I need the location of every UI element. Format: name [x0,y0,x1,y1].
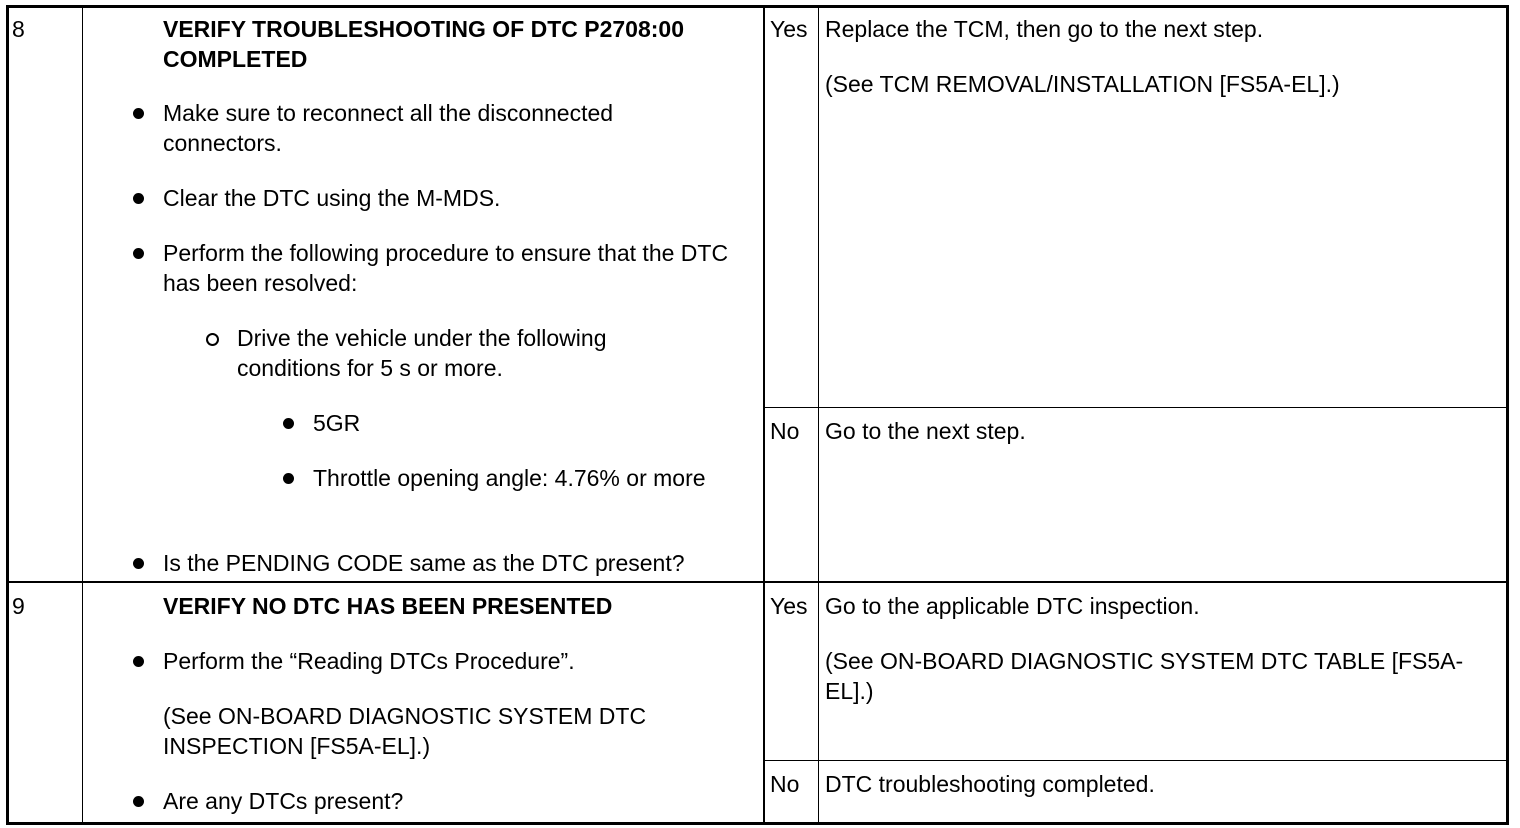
yes-reference: (See ON-BOARD DIAGNOSTIC SYSTEM DTC TABLE [FS5A-EL].) [825,648,1464,704]
step-question: Are any DTCs present? [163,788,404,814]
step-question: Is the PENDING CODE same as the DTC present? [163,550,685,576]
no-label: No [770,418,800,444]
step-column-divider [82,5,83,822]
step-subsubitem: 5GR [313,410,361,436]
yes-reference: (See TCM REMOVAL/INSTALLATION [FS5A-EL].) [825,71,1340,97]
hollow-bullet-icon [206,333,219,346]
step-item: Make sure to reconnect all the disconnected connectors. [163,100,614,156]
step-subitem: Drive the vehicle under the following conditions for 5 s or more. [237,325,607,381]
no-action: DTC troubleshooting completed. [825,771,1155,797]
no-label: No [770,771,800,797]
step-item: Perform the following procedure to ensure that the DTC has been resolved: [163,240,729,296]
step-number: 9 [12,593,25,619]
step-heading: VERIFY NO DTC HAS BEEN PRESENTED [163,593,613,619]
yes-action: Replace the TCM, then go to the next step. [825,16,1264,42]
bullet-icon [133,108,144,119]
bullet-icon [133,558,144,569]
bullet-icon [133,796,144,807]
bullet-icon [283,473,294,484]
yes-action: Go to the applicable DTC inspection. [825,593,1200,619]
no-action: Go to the next step. [825,418,1026,444]
action-column-divider [763,5,765,822]
bullet-icon [283,418,294,429]
bullet-icon [133,248,144,259]
step-item: Perform the “Reading DTCs Procedure”. [163,648,575,674]
step-reference: (See ON-BOARD DIAGNOSTIC SYSTEM DTC INSPECTION [FS5A-EL].) [163,703,647,759]
yes-label: Yes [770,16,808,42]
yes-no-divider-row8 [764,407,1506,408]
bullet-icon [133,193,144,204]
result-column-divider [818,5,819,822]
step-heading: VERIFY TROUBLESHOOTING OF DTC P2708:00 COMPLETED [163,16,685,72]
yes-no-divider-row9 [764,760,1506,761]
yes-label: Yes [770,593,808,619]
row-divider [6,581,1506,583]
bullet-icon [133,656,144,667]
step-number: 8 [12,16,25,42]
step-item: Clear the DTC using the M-MDS. [163,185,501,211]
step-subsubitem: Throttle opening angle: 4.76% or more [313,465,706,491]
